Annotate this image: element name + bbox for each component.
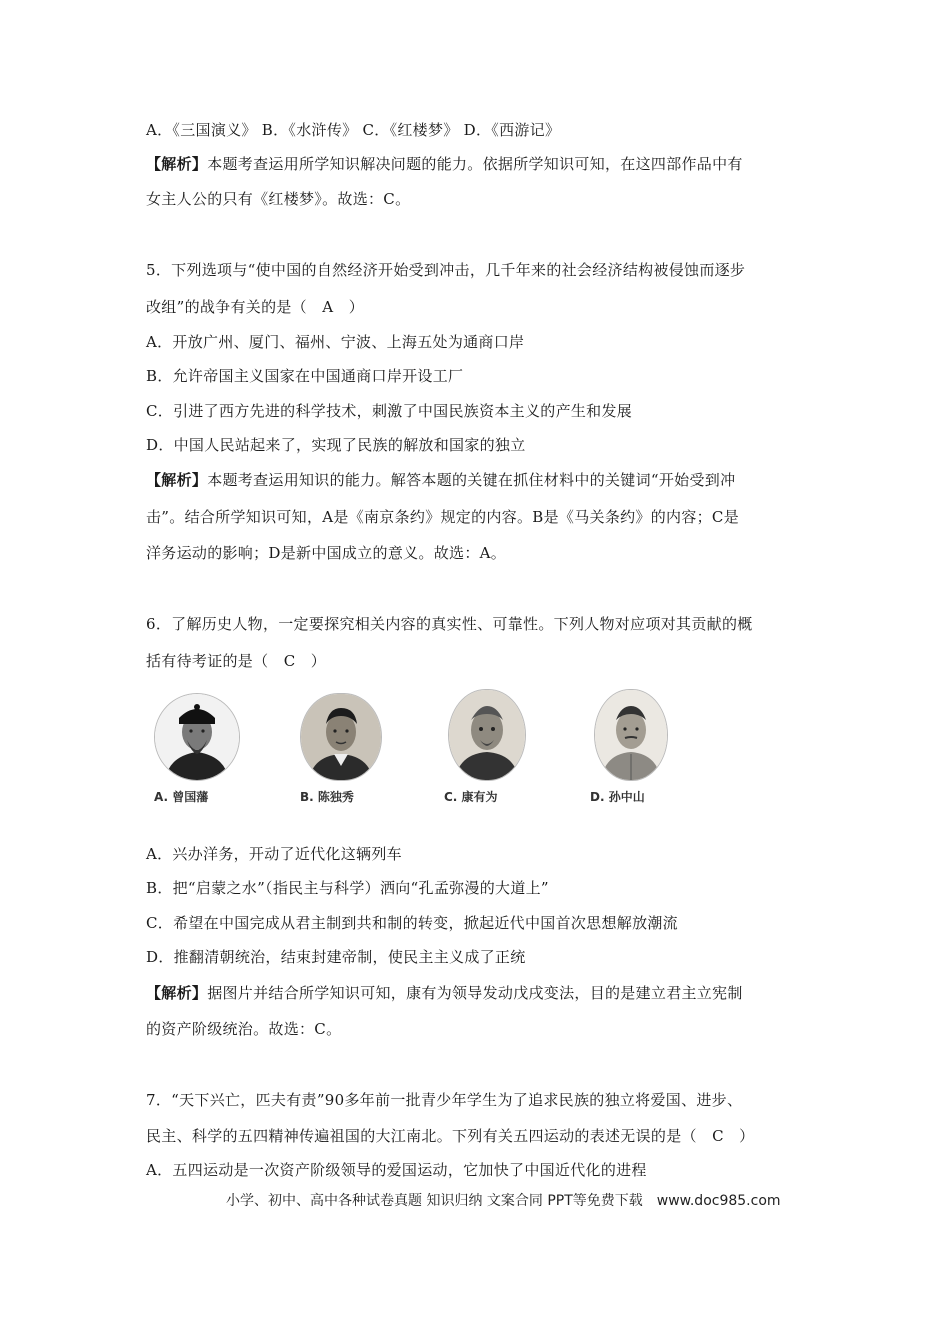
portrait-chen-duxiu [300, 693, 382, 781]
q5-option-d: D．中国人民站起来了，实现了民族的解放和国家的独立 [146, 436, 526, 454]
portrait-sun-yat-sen [594, 689, 668, 781]
q6-option-a: A．兴办洋务，开动了近代化这辆列车 [146, 845, 402, 863]
analysis-tag: 【解析】 [146, 984, 208, 1002]
q5-option-a: A．开放广州、厦门、福州、宁波、上海五处为通商口岸 [146, 333, 525, 351]
portrait-caption-a: A. 曾国藩 [154, 790, 209, 804]
portrait-sun-yat-sen-image [595, 690, 667, 780]
analysis-tag: 【解析】 [146, 471, 208, 489]
q6-analysis-line-1 [146, 983, 743, 1003]
portrait-kang-youwei-image [449, 690, 525, 780]
portrait-kang-youwei [448, 689, 526, 781]
q5-analysis-line-3: 洋务运动的影响；D是新中国成立的意义。故选：A。 [146, 544, 507, 562]
analysis-tag: 【解析】 [146, 155, 208, 173]
q6-option-d: D．推翻清朝统治，结束封建帝制，使民主主义成了正统 [146, 948, 526, 966]
q4-options: A．《三国演义》 B．《水浒传》 C．《红楼梦》 D．《西游记》 [146, 121, 561, 139]
portrait-caption-d: D. 孙中山 [590, 790, 645, 804]
portrait-chen-duxiu-image [301, 694, 381, 780]
q6-stem-1: 6．了解历史人物，一定要探究相关内容的真实性、可靠性。下列人物对应项对其贡献的概 [146, 615, 753, 633]
q5-option-c: C．引进了西方先进的科学技术，刺激了中国民族资本主义的产生和发展 [146, 402, 633, 420]
q5-option-b: B．允许帝国主义国家在中国通商口岸开设工厂 [146, 367, 464, 385]
q6-stem-2: 括有待考证的是（ C ） [146, 652, 327, 670]
q6-analysis-line-2: 的资产阶级统治。故选：C。 [146, 1020, 342, 1038]
analysis-text: 本题考查运用所学知识解决问题的能力。依据所学知识可知，在这四部作品中有 [207, 155, 743, 173]
portrait-caption-b: B. 陈独秀 [300, 790, 354, 804]
page-footer: 小学、初中、高中各种试卷真题 知识归纳 文案合同 PPT等免费下载 www.doc985.com [226, 1193, 781, 1209]
q5-stem-2: 改组”的战争有关的是（ A ） [146, 298, 365, 316]
q7-option-a: A．五四运动是一次资产阶级领导的爱国运动，它加快了中国近代化的进程 [146, 1161, 647, 1179]
q5-analysis-line-1 [146, 470, 735, 490]
q4-analysis-line-1 [146, 154, 743, 174]
q5-stem-1: 5．下列选项与“使中国的自然经济开始受到冲击，几千年来的社会经济结构被侵蚀而逐步 [146, 261, 746, 279]
q7-stem-1: 7．“天下兴亡，匹夫有责”90多年前一批青少年学生为了追求民族的独立将爱国、进步、 [146, 1091, 743, 1109]
portrait-caption-c: C. 康有为 [444, 790, 498, 804]
q5-analysis-line-2: 击”。结合所学知识可知，A是《南京条约》规定的内容。B是《马关条约》的内容；C是 [146, 508, 740, 526]
q7-stem-2: 民主、科学的五四精神传遍祖国的大江南北。下列有关五四运动的表述无误的是（ C ） [146, 1127, 755, 1145]
portrait-zeng-guofan-image [155, 694, 239, 780]
analysis-text: 据图片并结合所学知识可知，康有为领导发动戊戌变法，目的是建立君主立宪制 [207, 984, 743, 1002]
q4-analysis-line-2: 女主人公的只有《红楼梦》。故选：C。 [146, 190, 411, 208]
portrait-zeng-guofan [154, 693, 240, 781]
q6-option-b: B．把“启蒙之水”（指民主与科学）洒向“孔孟弥漫的大道上” [146, 879, 549, 897]
q6-option-c: C．希望在中国完成从君主制到共和制的转变，掀起近代中国首次思想解放潮流 [146, 914, 678, 932]
analysis-text: 本题考查运用知识的能力。解答本题的关键在抓住材料中的关键词“开始受到冲 [207, 471, 736, 489]
